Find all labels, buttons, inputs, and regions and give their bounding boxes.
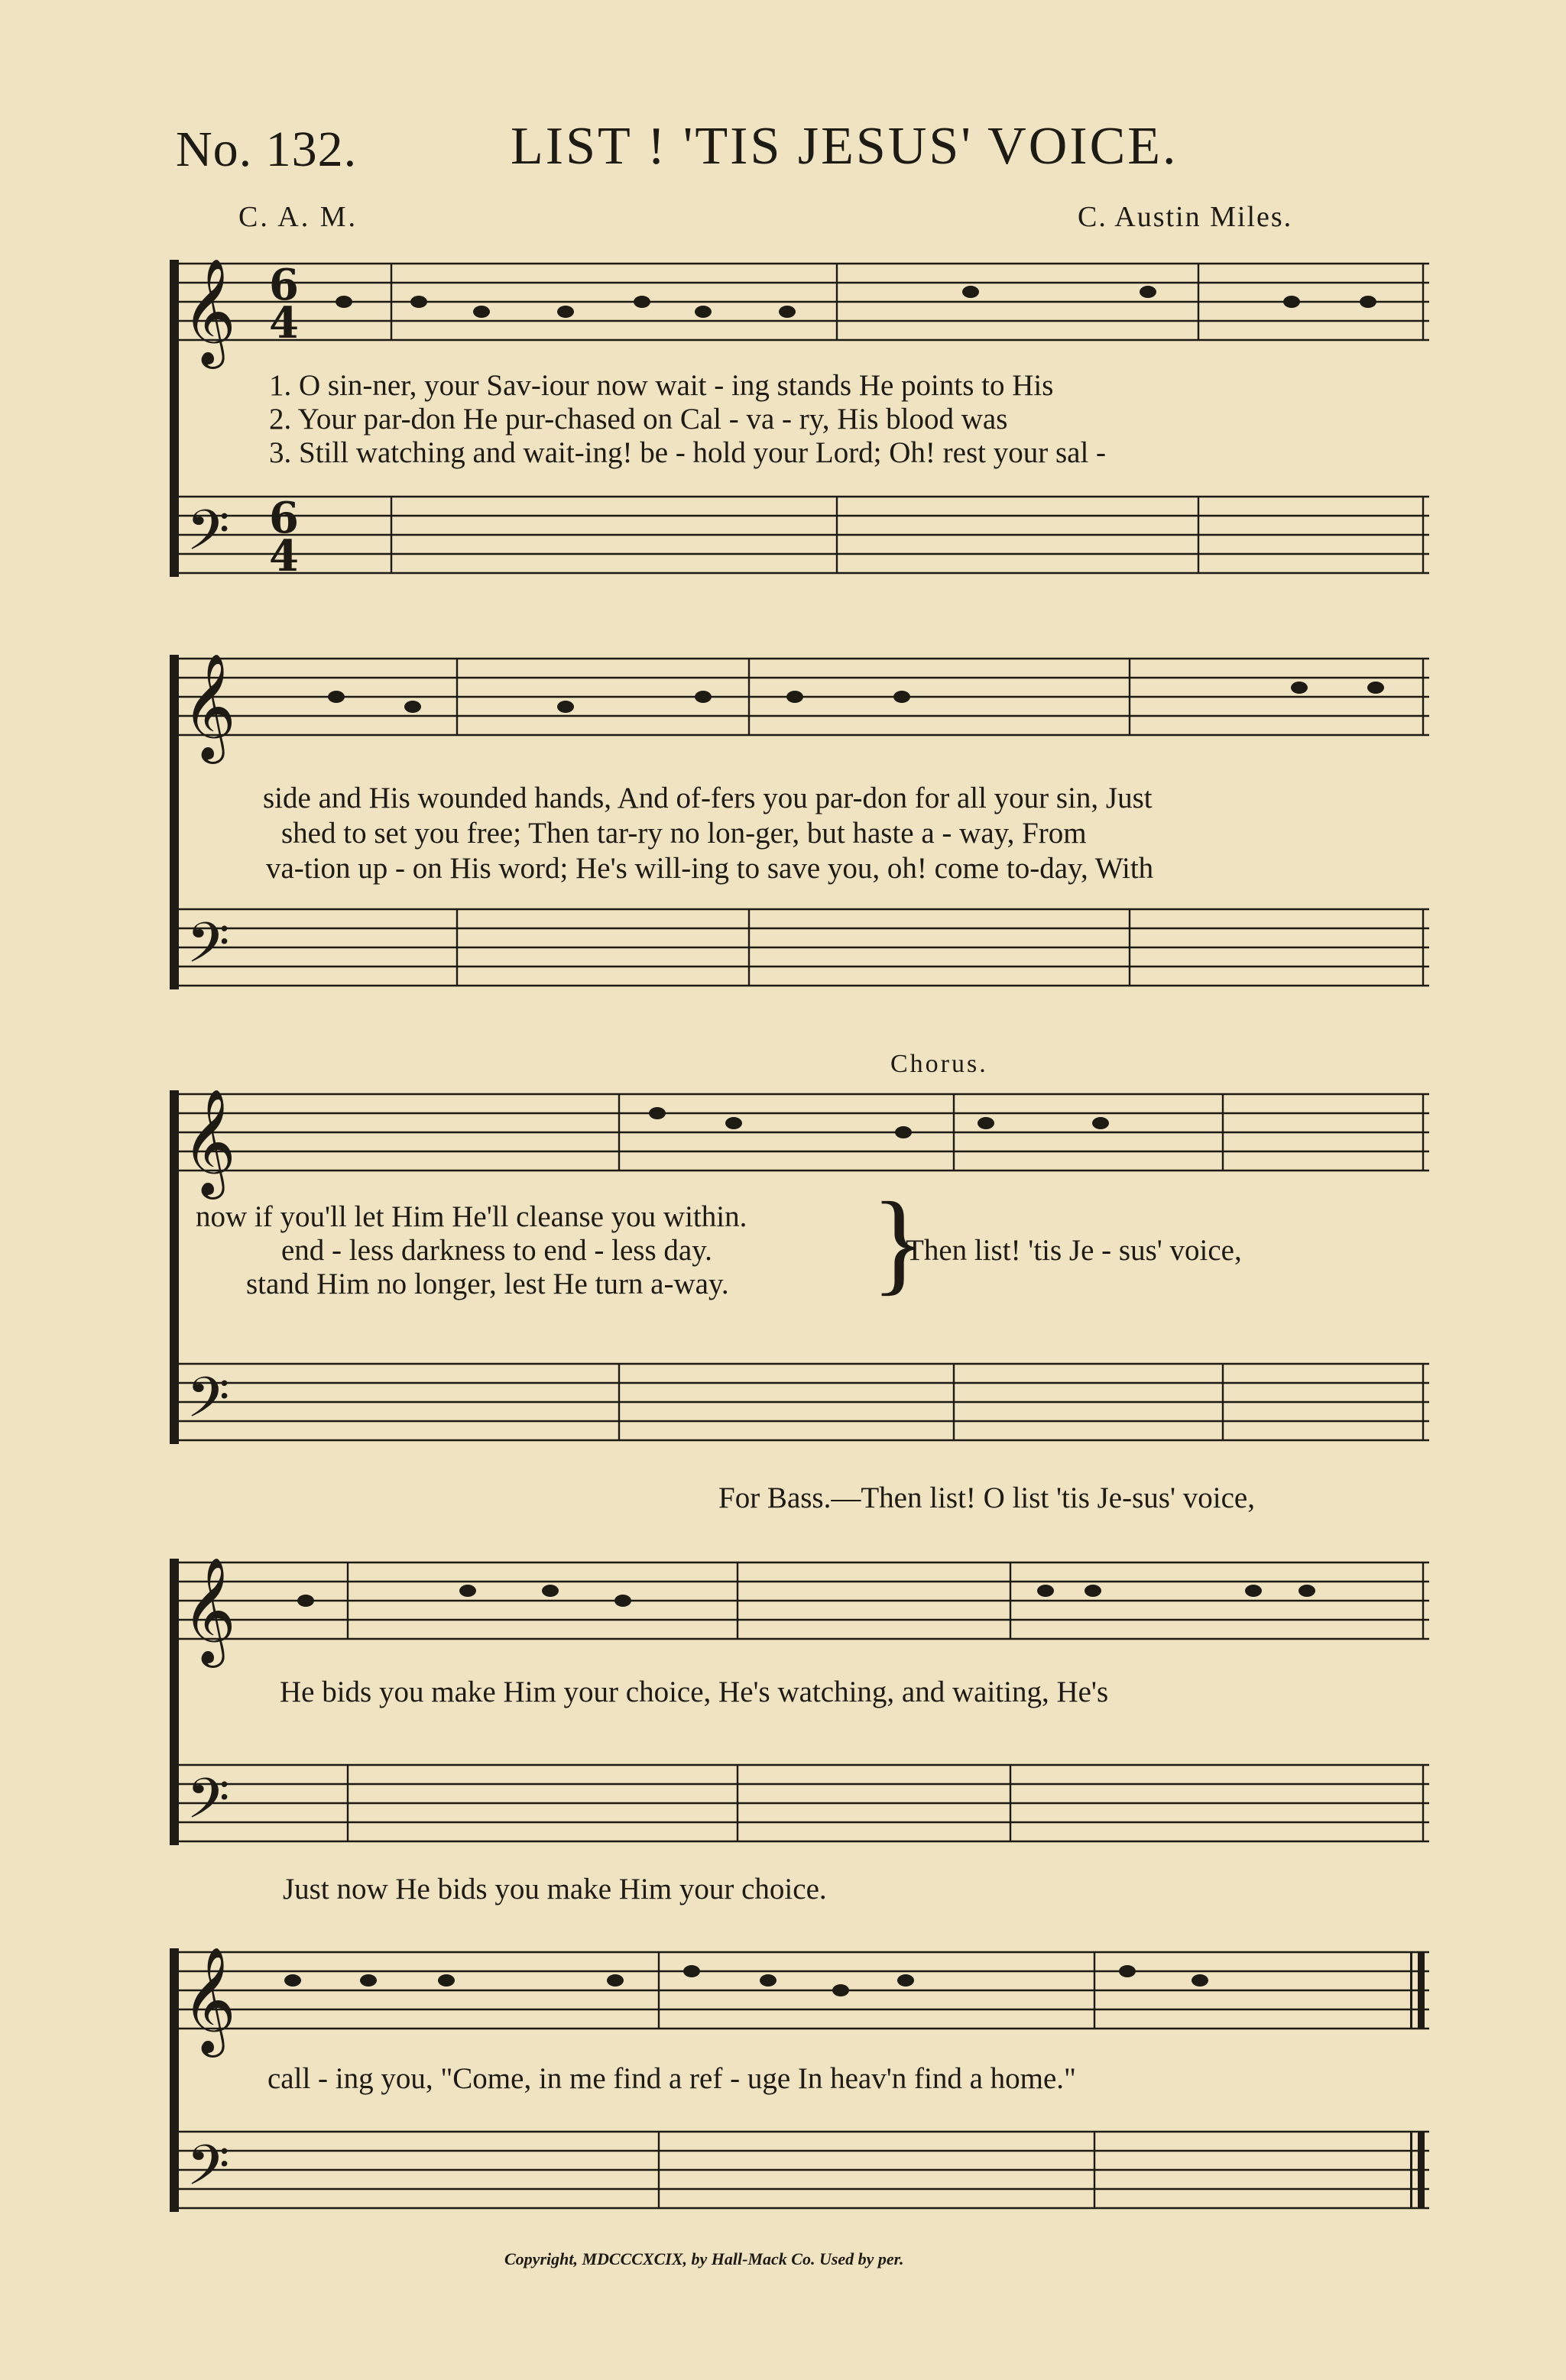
verse1-line2: side and His wounded hands, And of-fers you par-don for all your sin, Just xyxy=(263,782,1153,814)
hymn-number: No. 132. xyxy=(176,121,358,177)
hymn-title: LIST ! 'TIS JESUS' VOICE. xyxy=(511,117,1179,176)
svg-text:4: 4 xyxy=(269,298,299,348)
chorus-line2: He bids you make Him your choice, He's watching, and waiting, He's xyxy=(280,1676,1109,1708)
system1-bass-staff xyxy=(177,497,1429,573)
chorus-line3: call - ing you, "Come, in me find a ref - uge In heav'n find a home." xyxy=(267,2062,1076,2095)
bass-line1: For Bass.—Then list! O list 'tis Je-sus' voice, xyxy=(718,1481,1255,1514)
svg-text:𝄢: 𝄢 xyxy=(186,2132,230,2211)
verse3-line3: stand Him no longer, lest He turn a-way. xyxy=(246,1268,729,1300)
chorus-line1: Then list! 'tis Je - sus' voice, xyxy=(906,1234,1242,1267)
svg-text:𝄞: 𝄞 xyxy=(182,1557,236,1663)
system1-treble-staff xyxy=(177,264,1429,340)
verse3-line2: va-tion up - on His word; He's will-ing to save you, oh! come to-day, With xyxy=(266,852,1154,885)
verse1-line3: now if you'll let Him He'll cleanse you within. xyxy=(196,1200,747,1233)
verse1-line1: 1. O sin-ner, your Sav-iour now wait - ing stands He points to His xyxy=(269,369,1054,402)
chorus-label: Chorus. xyxy=(890,1050,988,1078)
verse3-line1: 3. Still watching and wait-ing! be - hold your Lord; Oh! rest your sal - xyxy=(269,436,1107,469)
verse2-line1: 2. Your par-don He pur-chased on Cal - va - ry, His blood was xyxy=(269,403,1008,436)
verse2-line2: shed to set you free; Then tar-ry no lon-ger, but haste a - way, From xyxy=(281,817,1087,850)
composer-credit: C. Austin Miles. xyxy=(1078,201,1293,233)
svg-text:6: 6 xyxy=(269,493,299,543)
svg-text:𝄢: 𝄢 xyxy=(186,910,230,989)
svg-text:4: 4 xyxy=(269,531,299,581)
copyright-notice: Copyright, MDCCCXCIX, by Hall-Mack Co. Used by per. xyxy=(504,2249,904,2268)
svg-text:𝄞: 𝄞 xyxy=(182,1947,236,2053)
svg-text:𝄞: 𝄞 xyxy=(182,258,236,364)
verse-brace: } xyxy=(871,1179,926,1306)
meter-label: C. A. M. xyxy=(238,201,358,233)
svg-text:𝄢: 𝄢 xyxy=(186,497,230,576)
svg-text:𝄢: 𝄢 xyxy=(186,1766,230,1844)
verse2-line3: end - less darkness to end - less day. xyxy=(281,1234,712,1267)
svg-text:𝄞: 𝄞 xyxy=(182,1089,236,1195)
svg-text:6: 6 xyxy=(269,260,299,310)
svg-text:𝄞: 𝄞 xyxy=(182,653,236,759)
bass-line2: Just now He bids you make Him your choice. xyxy=(283,1873,827,1906)
svg-text:𝄢: 𝄢 xyxy=(186,1365,230,1443)
